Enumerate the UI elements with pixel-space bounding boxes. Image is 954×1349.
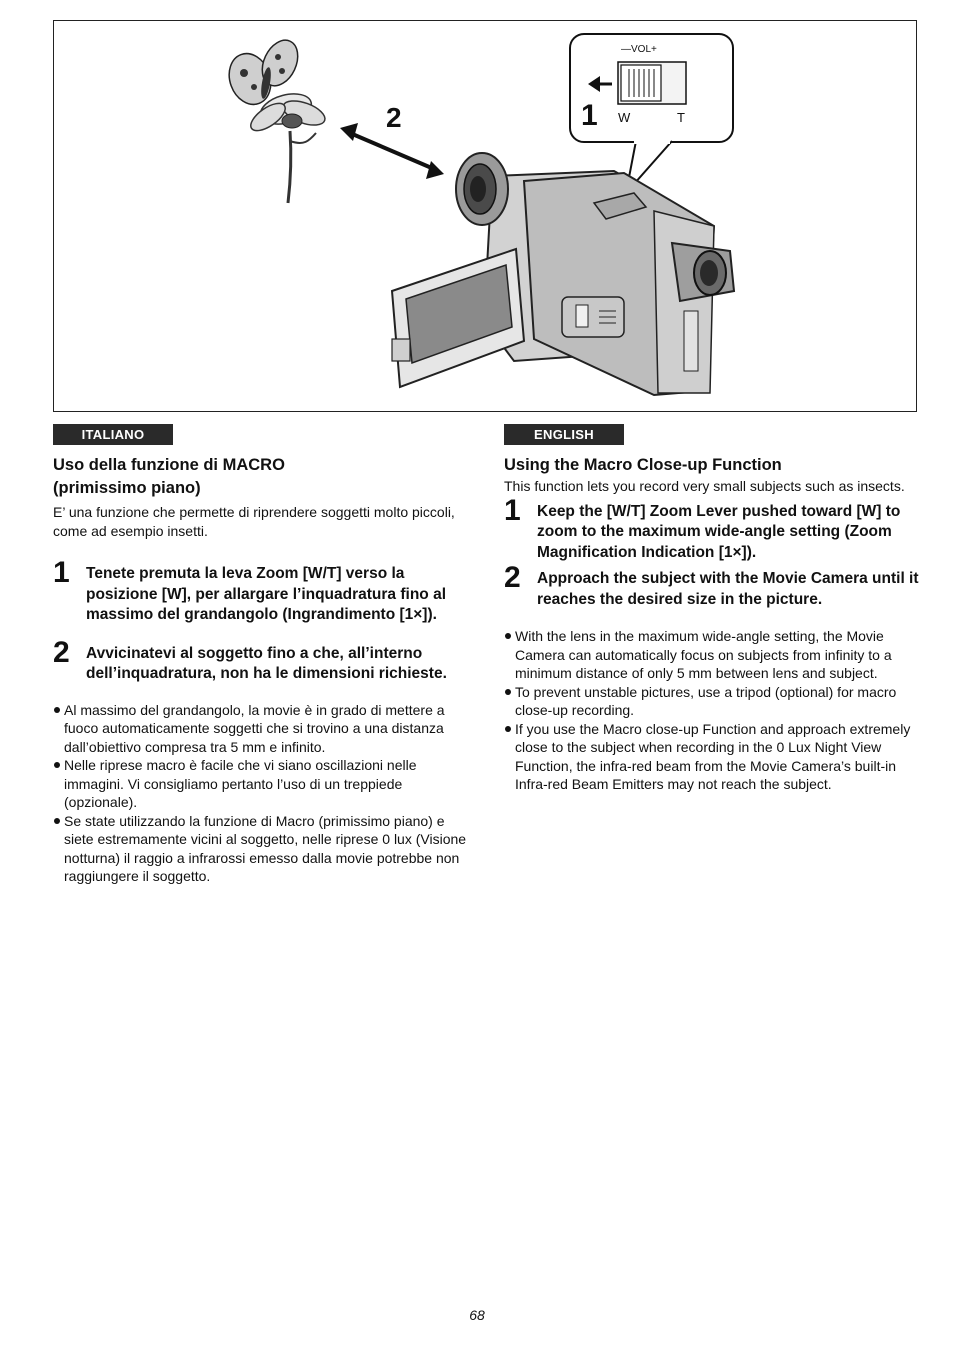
italian-title-line1: Uso della funzione di MACRO <box>53 456 285 474</box>
illustration-frame <box>53 20 917 412</box>
note-item: Al massimo del grandangolo, la movie è in grado di mettere a fuoco automaticamente soggetti che si trovino a una distanza dall’obiettivo compresa tra 5 mm e infinito. <box>53 701 473 757</box>
english-step-2 <box>504 561 922 610</box>
italian-step-1 <box>53 556 473 626</box>
step-number: 2 <box>53 635 70 669</box>
step-number: 1 <box>53 556 70 589</box>
figure-step-one: 1 <box>581 99 598 132</box>
language-tag-english: ENGLISH <box>504 424 624 445</box>
note-item: If you use the Macro close-up Function and approach extremely close to the subject when recording in the 0 Lux Night View Function, the infra-red beam from the Movie Camera’s built-in Infra-red Beam Emitters may not reach the subject. <box>504 720 922 794</box>
step-text: Keep the [W/T] Zoom Lever pushed toward [W] to zoom to the maximum wide-angle setting (Zoom Magnification Indication [1×]). <box>537 502 901 561</box>
note-item: Se state utilizzando la funzione di Macro (primissimo piano) e siete estremamente vicini al soggetto, nelle riprese 0 lux (Visione notturna) il raggio a infrarossi emesso dalla movie potrebbe non raggiungere il soggetto. <box>53 812 473 886</box>
step-number: 1 <box>504 493 521 527</box>
note-item: To prevent unstable pictures, use a tripod (optional) for macro close-up recording. <box>504 683 922 720</box>
italian-column <box>53 424 473 886</box>
step-text: Approach the subject with the Movie Camera until it reaches the desired size in the picture. <box>537 570 919 608</box>
italian-step-2 <box>53 635 473 685</box>
english-notes <box>504 627 922 794</box>
note-item: Nelle riprese macro è facile che vi siano oscillazioni nelle immagini. Vi consigliamo pertanto l’uso di un treppiede (opzionale). <box>53 756 473 812</box>
italian-notes <box>53 701 473 886</box>
english-column <box>504 424 922 794</box>
italian-intro: E’ una funzione che permette di riprendere soggetti molto piccoli, come ad esempio insetti. <box>53 504 455 539</box>
wide-label: W <box>618 110 631 125</box>
note-item: With the lens in the maximum wide-angle setting, the Movie Camera can automatically focus on subjects from infinity to a minimum distance of only 5 mm between lens and subject. <box>504 627 922 683</box>
page-number: 68 <box>469 1307 485 1323</box>
flower-icon <box>246 89 328 203</box>
english-intro: This function lets you record very small subjects such as insects. <box>504 478 905 494</box>
italian-title-line2: (primissimo piano) <box>53 479 201 497</box>
english-step-1 <box>504 493 922 564</box>
english-section-title: Using the Macro Close-up Function <box>504 456 782 474</box>
macro-illustration <box>54 21 918 413</box>
step-text: Avvicinatevi al soggetto fino a che, all’interno dell’inquadratura, non ha le dimensioni richieste. <box>86 644 447 682</box>
camcorder-icon <box>392 153 734 395</box>
step-number: 2 <box>504 561 521 594</box>
language-tag-italiano: ITALIANO <box>53 424 173 445</box>
vol-label: —VOL+ <box>621 44 657 55</box>
italian-section-title <box>53 454 473 500</box>
tele-label: T <box>677 110 685 125</box>
figure-step-two: 2 <box>386 102 402 133</box>
step-text: Tenete premuta la leva Zoom [W/T] verso la posizione [W], per allargare l’inquadratura fino al massimo del grandangolo (Ingrandimento [1×]). <box>86 565 446 623</box>
